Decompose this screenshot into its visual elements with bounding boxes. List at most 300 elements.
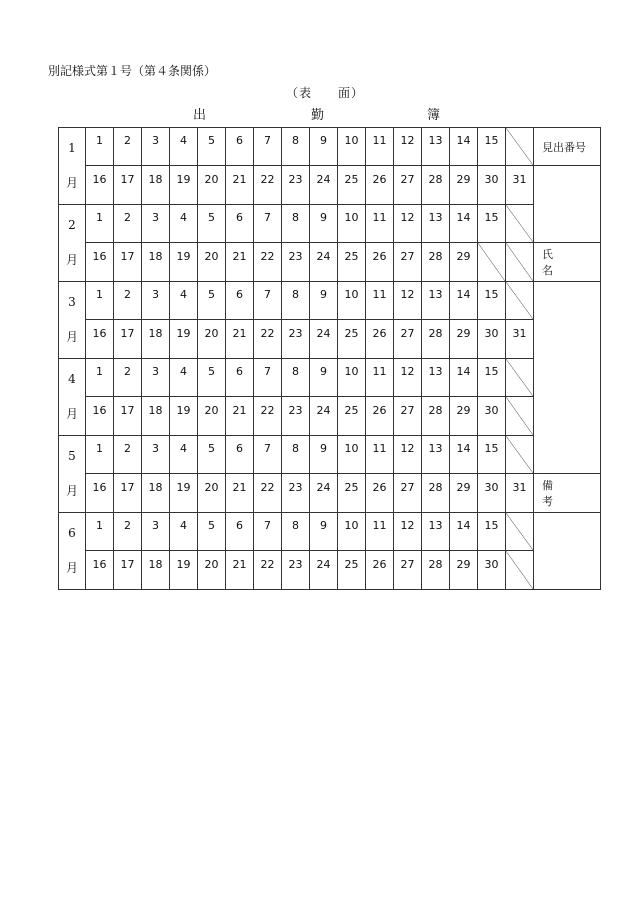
day-cell — [254, 128, 282, 166]
day-cell — [282, 551, 310, 590]
day-number: 19 — [176, 250, 191, 263]
day-cell — [170, 359, 198, 397]
day-number: 11 — [372, 211, 387, 224]
day-cell — [86, 128, 114, 166]
day-number: 28 — [428, 327, 443, 340]
day-cell — [198, 474, 226, 513]
number-label — [534, 128, 601, 166]
day-cell — [338, 243, 366, 282]
day-cell — [394, 166, 422, 205]
day-cell — [86, 243, 114, 282]
day-cell — [254, 320, 282, 359]
day-cell — [310, 551, 338, 590]
day-cell — [198, 397, 226, 436]
void-day-cell — [506, 128, 534, 166]
day-cell — [254, 205, 282, 243]
day-cell — [254, 166, 282, 205]
month-label — [59, 282, 86, 359]
day-number: 7 — [264, 365, 271, 378]
day-cell — [226, 205, 254, 243]
day-number: 12 — [400, 519, 415, 532]
day-number: 29 — [456, 558, 471, 571]
day-number: 14 — [456, 365, 471, 378]
day-cell — [198, 320, 226, 359]
month-1-bottom-row — [59, 166, 601, 205]
day-number: 21 — [232, 558, 247, 571]
month-6-top-row — [59, 513, 601, 551]
day-cell — [282, 243, 310, 282]
day-cell — [450, 359, 478, 397]
day-cell — [366, 205, 394, 243]
day-cell — [170, 474, 198, 513]
month-number: 4 — [68, 372, 76, 386]
day-cell — [394, 320, 422, 359]
day-cell — [170, 513, 198, 551]
day-number: 8 — [292, 134, 299, 147]
day-number: 26 — [372, 404, 387, 417]
day-cell — [198, 243, 226, 282]
day-cell — [366, 359, 394, 397]
day-number: 11 — [372, 365, 387, 378]
day-number: 30 — [484, 327, 499, 340]
day-number: 3 — [152, 442, 159, 455]
day-number: 8 — [292, 288, 299, 301]
day-number: 10 — [344, 211, 359, 224]
day-cell — [142, 474, 170, 513]
day-number: 24 — [316, 558, 331, 571]
day-number: 28 — [428, 173, 443, 186]
day-number: 11 — [372, 134, 387, 147]
day-number: 21 — [232, 404, 247, 417]
day-cell — [338, 282, 366, 320]
day-cell — [310, 128, 338, 166]
day-cell — [422, 359, 450, 397]
day-number: 9 — [320, 211, 327, 224]
day-cell — [282, 397, 310, 436]
day-cell — [478, 128, 506, 166]
day-cell — [478, 474, 506, 513]
day-number: 9 — [320, 134, 327, 147]
remarks-value-cell[interactable] — [534, 513, 601, 590]
day-cell — [86, 166, 114, 205]
day-cell — [198, 166, 226, 205]
day-number: 14 — [456, 288, 471, 301]
day-cell — [198, 282, 226, 320]
day-number: 19 — [176, 558, 191, 571]
number-value-cell[interactable] — [534, 166, 601, 243]
day-number: 17 — [120, 404, 135, 417]
day-cell — [478, 166, 506, 205]
day-number: 18 — [148, 173, 163, 186]
day-number: 2 — [124, 134, 131, 147]
day-number: 7 — [264, 519, 271, 532]
day-cell — [450, 282, 478, 320]
day-number: 2 — [124, 365, 131, 378]
day-number: 17 — [120, 327, 135, 340]
void-day-cell — [506, 397, 534, 436]
day-cell — [422, 551, 450, 590]
day-cell — [478, 551, 506, 590]
day-cell — [282, 128, 310, 166]
day-cell — [226, 551, 254, 590]
day-number: 7 — [264, 134, 271, 147]
day-cell — [226, 513, 254, 551]
month-unit: 月 — [65, 561, 78, 575]
day-number: 31 — [512, 327, 527, 340]
day-number: 3 — [152, 211, 159, 224]
day-cell — [450, 436, 478, 474]
month-label — [59, 359, 86, 436]
month-2-bottom-row — [59, 243, 601, 282]
day-cell — [114, 513, 142, 551]
day-number: 22 — [260, 327, 275, 340]
month-6-bottom-row — [59, 551, 601, 590]
month-unit: 月 — [65, 330, 78, 344]
day-number: 5 — [208, 365, 215, 378]
day-cell — [366, 243, 394, 282]
day-number: 14 — [456, 519, 471, 532]
day-number: 12 — [400, 211, 415, 224]
day-cell — [86, 436, 114, 474]
day-cell — [450, 166, 478, 205]
day-cell — [86, 205, 114, 243]
day-cell — [226, 436, 254, 474]
day-number: 26 — [372, 250, 387, 263]
day-cell — [478, 282, 506, 320]
day-cell — [310, 397, 338, 436]
day-number: 25 — [344, 481, 359, 494]
day-number: 30 — [484, 173, 499, 186]
day-cell — [198, 359, 226, 397]
day-number: 20 — [204, 173, 219, 186]
month-label — [59, 436, 86, 513]
day-number: 6 — [236, 442, 243, 455]
day-cell — [114, 320, 142, 359]
day-cell — [86, 320, 114, 359]
day-number: 8 — [292, 365, 299, 378]
day-cell — [422, 166, 450, 205]
day-cell — [254, 474, 282, 513]
day-number: 26 — [372, 173, 387, 186]
day-number: 11 — [372, 442, 387, 455]
day-number: 21 — [232, 481, 247, 494]
day-number: 29 — [456, 173, 471, 186]
day-cell — [142, 128, 170, 166]
day-number: 18 — [148, 327, 163, 340]
day-cell — [86, 551, 114, 590]
day-cell — [170, 205, 198, 243]
day-cell — [450, 320, 478, 359]
day-number: 20 — [204, 250, 219, 263]
day-number: 7 — [264, 288, 271, 301]
day-number: 1 — [96, 365, 103, 378]
day-cell — [310, 513, 338, 551]
day-number: 11 — [372, 519, 387, 532]
day-cell — [422, 513, 450, 551]
day-cell — [114, 128, 142, 166]
day-number: 16 — [92, 558, 107, 571]
day-number: 29 — [456, 250, 471, 263]
day-number: 14 — [456, 211, 471, 224]
day-number: 10 — [344, 442, 359, 455]
day-number: 9 — [320, 519, 327, 532]
day-cell — [282, 474, 310, 513]
day-number: 15 — [484, 288, 499, 301]
day-cell — [114, 397, 142, 436]
day-cell — [226, 320, 254, 359]
day-number: 9 — [320, 288, 327, 301]
void-day-cell — [506, 359, 534, 397]
day-number: 7 — [264, 442, 271, 455]
day-cell — [282, 282, 310, 320]
month-label — [59, 513, 86, 590]
day-number: 12 — [400, 134, 415, 147]
day-number: 13 — [428, 519, 443, 532]
day-number: 1 — [96, 134, 103, 147]
day-number: 16 — [92, 404, 107, 417]
day-cell — [282, 359, 310, 397]
day-number: 12 — [400, 288, 415, 301]
day-cell — [226, 128, 254, 166]
day-number: 25 — [344, 327, 359, 340]
day-cell — [366, 320, 394, 359]
day-cell — [114, 359, 142, 397]
day-cell — [422, 320, 450, 359]
day-number: 29 — [456, 481, 471, 494]
day-cell — [310, 243, 338, 282]
day-cell — [226, 397, 254, 436]
month-3-top-row — [59, 282, 601, 320]
day-cell — [254, 397, 282, 436]
day-number: 22 — [260, 558, 275, 571]
day-number: 15 — [484, 519, 499, 532]
day-number: 2 — [124, 442, 131, 455]
day-number: 5 — [208, 288, 215, 301]
day-cell — [394, 359, 422, 397]
day-cell — [142, 166, 170, 205]
day-number: 18 — [148, 404, 163, 417]
day-cell — [338, 474, 366, 513]
day-cell — [310, 474, 338, 513]
day-cell — [114, 474, 142, 513]
day-cell — [394, 474, 422, 513]
day-cell — [198, 513, 226, 551]
day-number: 4 — [180, 134, 187, 147]
day-number: 30 — [484, 481, 499, 494]
name-label-text: 氏 名 — [542, 248, 600, 277]
month-unit: 月 — [65, 407, 78, 421]
day-cell — [170, 243, 198, 282]
day-number: 1 — [96, 519, 103, 532]
day-cell — [422, 282, 450, 320]
month-number: 1 — [68, 141, 76, 155]
day-number: 5 — [208, 519, 215, 532]
day-cell — [254, 282, 282, 320]
day-number: 17 — [120, 481, 135, 494]
month-3-bottom-row — [59, 320, 601, 359]
day-number: 13 — [428, 365, 443, 378]
day-cell — [366, 513, 394, 551]
day-number: 23 — [288, 327, 303, 340]
day-number: 15 — [484, 442, 499, 455]
name-label — [534, 243, 601, 282]
day-cell — [422, 474, 450, 513]
day-number: 19 — [176, 404, 191, 417]
day-cell — [170, 128, 198, 166]
day-cell — [170, 397, 198, 436]
day-cell — [478, 436, 506, 474]
day-number: 4 — [180, 519, 187, 532]
day-cell — [366, 397, 394, 436]
day-number: 22 — [260, 250, 275, 263]
day-number: 3 — [152, 134, 159, 147]
day-number: 27 — [400, 558, 415, 571]
day-number: 6 — [236, 288, 243, 301]
day-number: 21 — [232, 327, 247, 340]
void-day-cell — [506, 205, 534, 243]
day-cell — [422, 128, 450, 166]
day-number: 11 — [372, 288, 387, 301]
month-5-bottom-row — [59, 474, 601, 513]
day-number: 4 — [180, 211, 187, 224]
day-cell — [450, 513, 478, 551]
day-cell — [86, 359, 114, 397]
day-cell — [310, 436, 338, 474]
day-cell — [338, 551, 366, 590]
day-number: 24 — [316, 404, 331, 417]
day-cell — [254, 243, 282, 282]
day-number: 21 — [232, 250, 247, 263]
day-number: 8 — [292, 442, 299, 455]
day-cell — [282, 205, 310, 243]
day-number: 10 — [344, 519, 359, 532]
day-number: 29 — [456, 404, 471, 417]
day-number: 15 — [484, 211, 499, 224]
day-number: 15 — [484, 134, 499, 147]
day-cell — [338, 436, 366, 474]
day-number: 19 — [176, 327, 191, 340]
day-number: 3 — [152, 519, 159, 532]
day-number: 17 — [120, 250, 135, 263]
month-number: 6 — [68, 526, 76, 540]
day-cell — [282, 166, 310, 205]
day-cell — [254, 436, 282, 474]
day-cell — [450, 243, 478, 282]
day-number: 6 — [236, 211, 243, 224]
day-cell — [422, 243, 450, 282]
day-number: 6 — [236, 519, 243, 532]
day-cell — [310, 359, 338, 397]
day-number: 15 — [484, 365, 499, 378]
month-unit: 月 — [65, 484, 78, 498]
day-cell — [282, 436, 310, 474]
attendance-grid — [58, 127, 601, 590]
day-number: 26 — [372, 481, 387, 494]
day-cell — [86, 474, 114, 513]
day-number: 25 — [344, 404, 359, 417]
void-day-cell — [506, 243, 534, 282]
day-cell — [394, 513, 422, 551]
remarks-label-text: 備 考 — [542, 479, 600, 508]
day-number: 23 — [288, 173, 303, 186]
month-number: 3 — [68, 295, 76, 309]
day-number: 19 — [176, 173, 191, 186]
day-cell — [394, 128, 422, 166]
day-cell — [450, 397, 478, 436]
day-cell — [338, 359, 366, 397]
month-number: 5 — [68, 449, 76, 463]
day-cell — [478, 359, 506, 397]
month-2-top-row — [59, 205, 601, 243]
day-cell — [142, 243, 170, 282]
day-number: 22 — [260, 481, 275, 494]
day-cell — [478, 320, 506, 359]
day-number: 23 — [288, 404, 303, 417]
day-number: 25 — [344, 173, 359, 186]
day-cell — [366, 474, 394, 513]
void-day-cell — [478, 243, 506, 282]
day-number: 31 — [512, 173, 527, 186]
void-day-cell — [506, 282, 534, 320]
day-cell — [142, 205, 170, 243]
day-number: 9 — [320, 442, 327, 455]
day-cell — [142, 436, 170, 474]
day-cell — [422, 397, 450, 436]
day-number: 13 — [428, 288, 443, 301]
day-cell — [254, 551, 282, 590]
day-number: 17 — [120, 558, 135, 571]
title-char-2: 勤 — [311, 108, 325, 123]
day-cell — [450, 128, 478, 166]
day-cell — [114, 166, 142, 205]
day-cell — [338, 513, 366, 551]
day-number: 16 — [92, 481, 107, 494]
day-number: 23 — [288, 250, 303, 263]
day-cell — [338, 166, 366, 205]
day-number: 4 — [180, 442, 187, 455]
day-cell — [226, 166, 254, 205]
void-day-cell — [506, 551, 534, 590]
day-cell — [506, 166, 534, 205]
day-cell — [506, 474, 534, 513]
day-cell — [142, 397, 170, 436]
day-number: 22 — [260, 404, 275, 417]
day-number: 16 — [92, 173, 107, 186]
day-number: 18 — [148, 558, 163, 571]
void-day-cell — [506, 436, 534, 474]
day-cell — [226, 359, 254, 397]
day-number: 6 — [236, 134, 243, 147]
day-number: 29 — [456, 327, 471, 340]
day-cell — [450, 474, 478, 513]
day-number: 14 — [456, 442, 471, 455]
day-number: 24 — [316, 250, 331, 263]
number-label-text: 見出番号 — [542, 140, 586, 154]
day-number: 28 — [428, 250, 443, 263]
month-unit: 月 — [65, 253, 78, 267]
day-cell — [338, 205, 366, 243]
day-number: 17 — [120, 173, 135, 186]
day-cell — [394, 243, 422, 282]
day-number: 23 — [288, 481, 303, 494]
name-value-cell[interactable] — [534, 282, 601, 474]
day-cell — [394, 397, 422, 436]
day-number: 16 — [92, 250, 107, 263]
day-cell — [142, 282, 170, 320]
day-number: 13 — [428, 134, 443, 147]
day-number: 9 — [320, 365, 327, 378]
day-number: 30 — [484, 404, 499, 417]
